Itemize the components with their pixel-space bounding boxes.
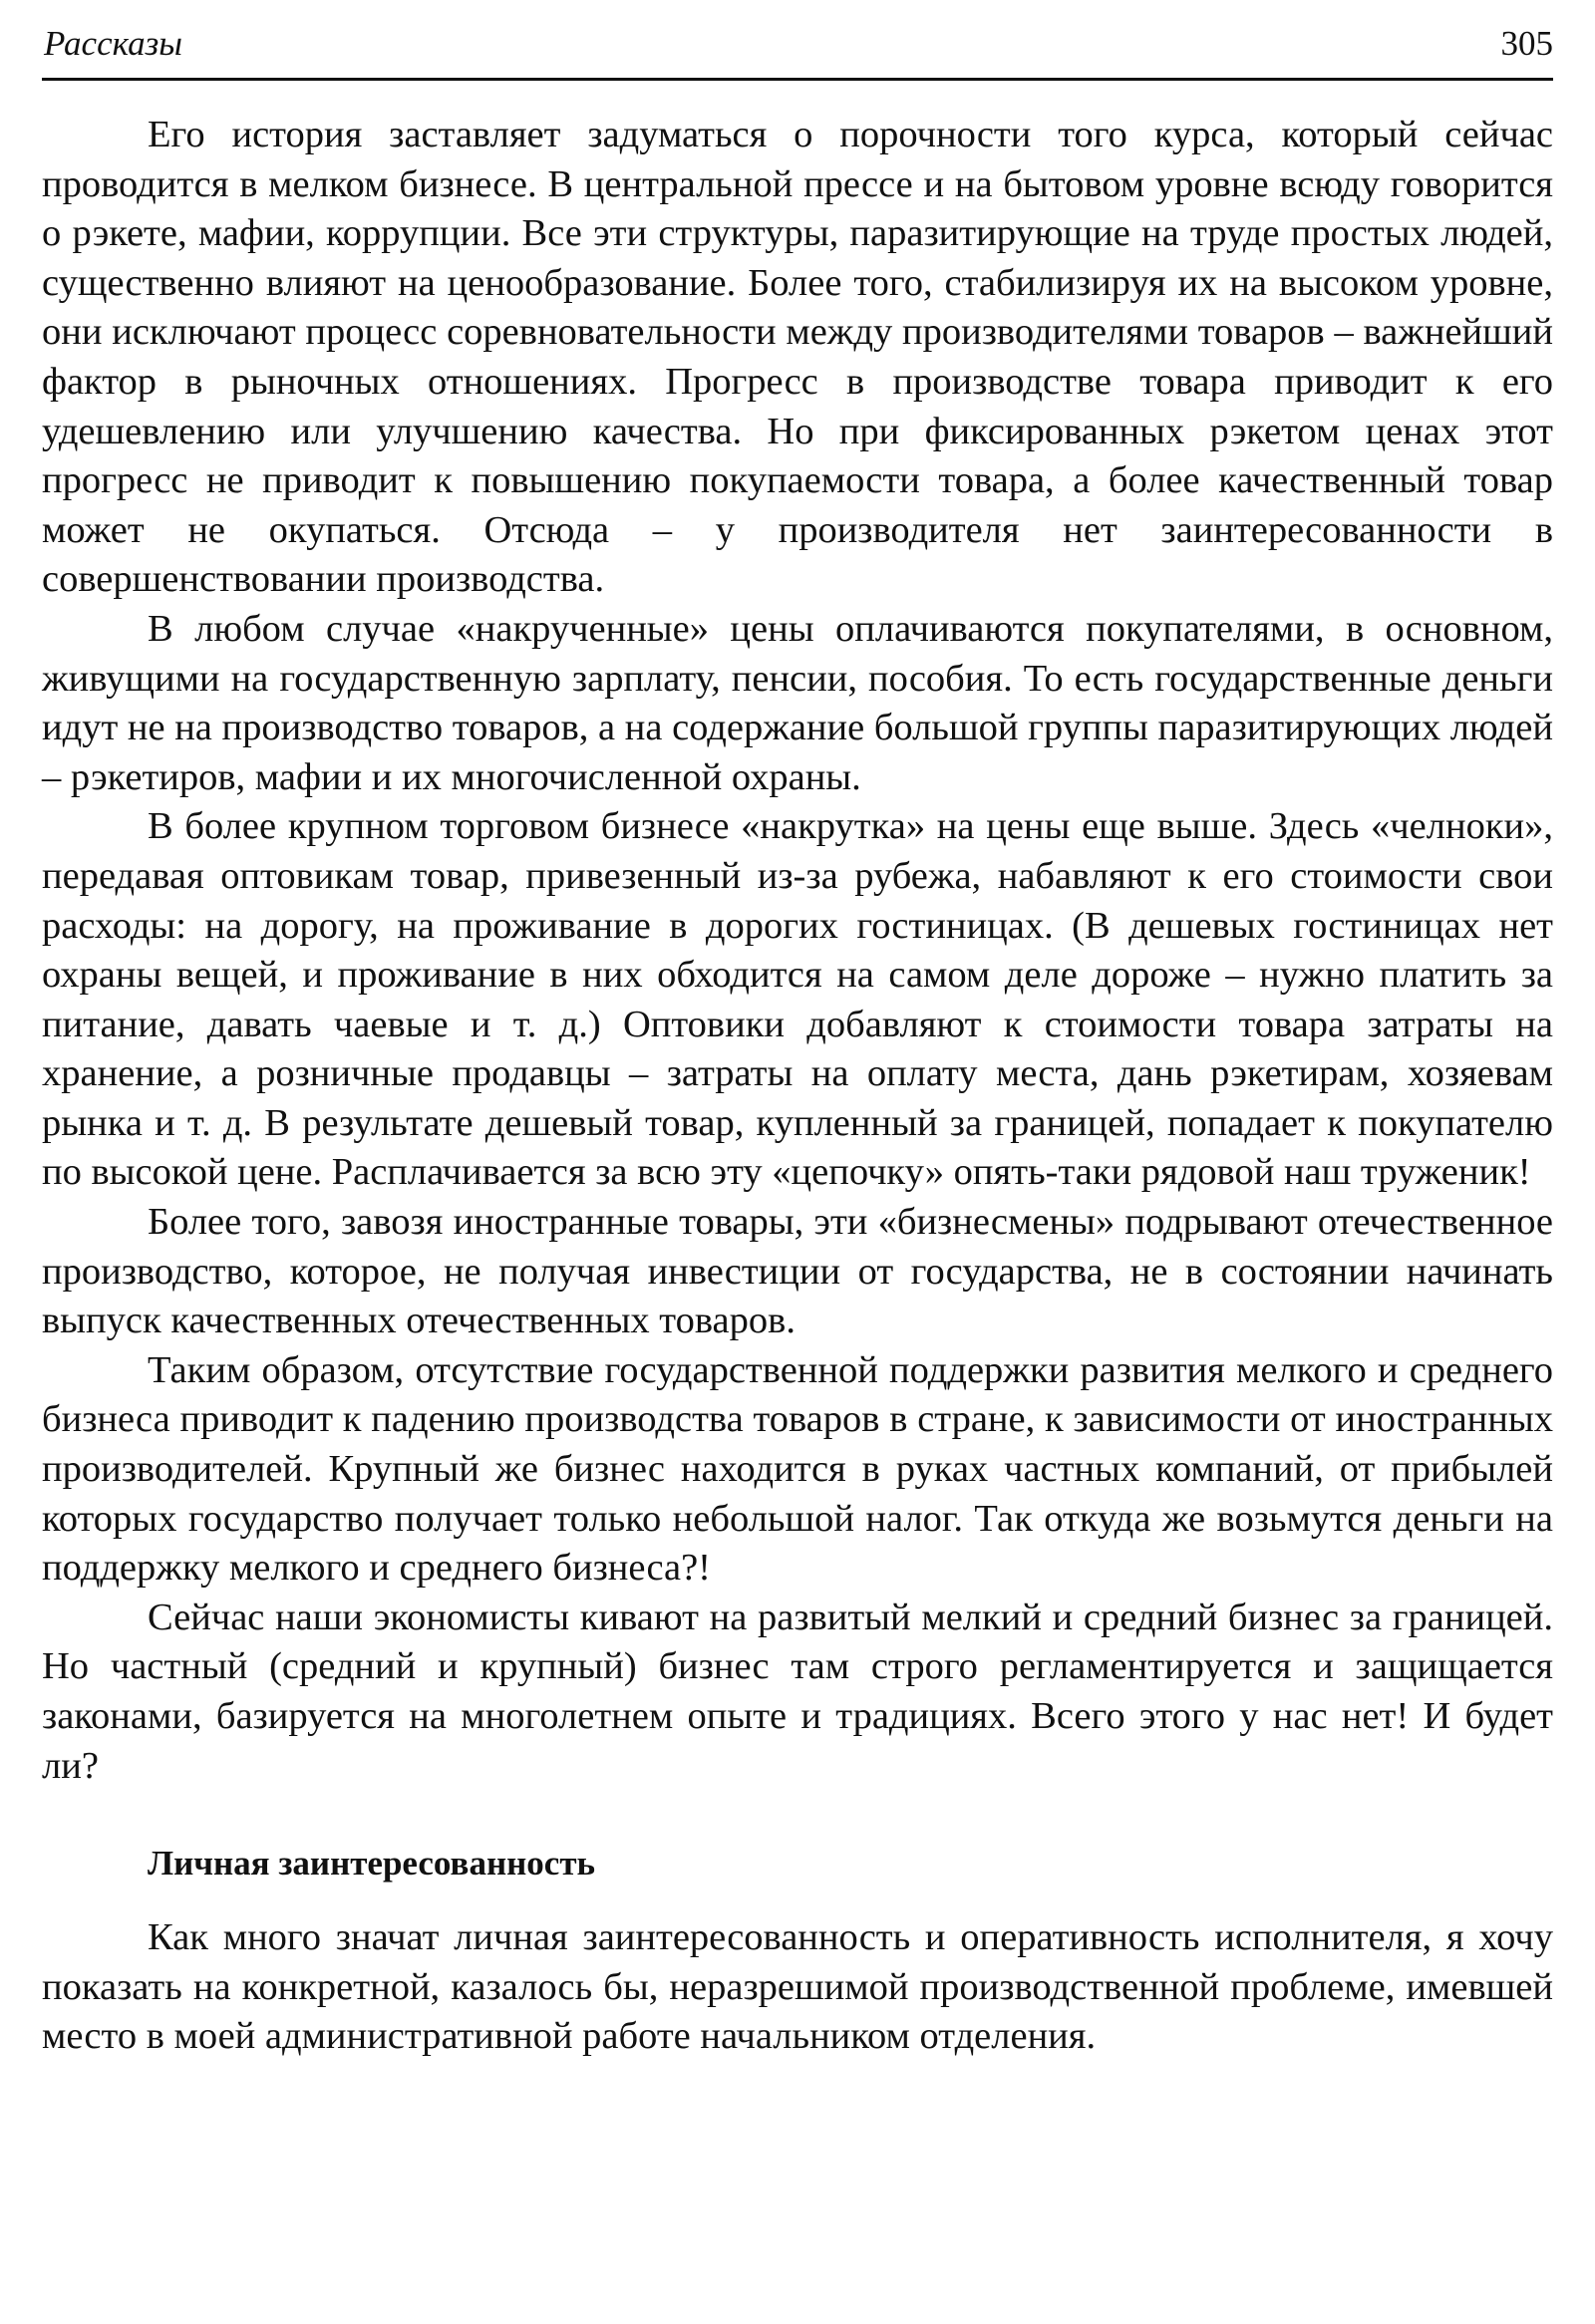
page-content bbox=[42, 111, 1553, 2062]
page-number: 305 bbox=[1500, 24, 1553, 63]
paragraph: Таким образом, отсутствие государственной поддержки развития мелкого и среднего бизнеса приводит к падению производства товаров в стране, к зависимости от иностранных производителей. Крупный же бизнес находится в руках частных компаний, от прибылей которых государство получает только небольшой налог. Так откуда же возьмутся деньги на поддержку мелкого и среднего бизнеса?! bbox=[42, 1348, 1553, 1590]
paragraph: В более крупном торговом бизнесе «накрутка» на цены еще выше. Здесь «челноки», передавая оптовикам товар, привезенный из-за рубежа, набавляют к его стоимости свои расходы: на дорогу, на проживание в дорогих гостиницах. (В дешевых гостиницах нет охраны вещей, и проживание в них обходится на самом деле дороже – нужно платить за питание, давать чаевые и т. д.) Оптовики добавляют к стоимости товара затраты на хранение, а розничные продавцы – затраты на оплату места, дань рэкетирам, хозяевам рынка и т. д. В результате дешевый товар, купленный за границей, попадает к покупателю по высокой цене. Расплачивается за всю эту «цепочку» опять-таки рядовой наш труженик! bbox=[42, 805, 1553, 1194]
book-page bbox=[42, 20, 1553, 2062]
paragraph: Сейчас наши экономисты кивают на развитый мелкий и средний бизнес за границей. Но частный (средний и крупный) бизнес там строго регламентируется и защищается законами, базируется на многолетнем опыте и традициях. Всего этого у нас нет! И будет ли? bbox=[42, 1596, 1553, 1787]
paragraph: В любом случае «накрученные» цены оплачиваются покупателями, в основном, живущими на государственную зарплату, пенсии, пособия. То есть государственные деньги идут не на производство товаров, а на содержание большой группы паразитирующих людей – рэкетиров, мафии и их многочисленной охраны. bbox=[42, 607, 1553, 798]
paragraph: Его история заставляет задуматься о порочности того курса, который сейчас проводится в мелком бизнесе. В центральной прессе и на бытовом уровне всюду говорится о рэкете, мафии, коррупции. Все эти структуры, паразитирующие на труде простых людей, существенно влияют на ценообразование. Более того, стабилизируя их на высоком уровне, они исключают процесс соревновательности между производителями товаров – важнейший фактор в рыночных отношениях. Прогресс в производстве товара приводит к его удешевлению или улучшению качества. Но при фиксированных рэкетом ценах этот прогресс не приводит к повышению покупаемости товара, а более качественный товар может не окупаться. Отсюда – у производителя нет заинтересованности в совершенствовании производства. bbox=[42, 114, 1553, 601]
running-head bbox=[42, 20, 1553, 81]
running-title: Рассказы bbox=[44, 24, 182, 63]
paragraph: Как много значат личная заинтересованность и оперативность исполнителя, я хочу показать на конкретной, казалось бы, неразрешимой производственной проблеме, имевшей место в моей административной работе начальником отделения. bbox=[42, 1916, 1553, 2058]
paragraph: Более того, завозя иностранные товары, эти «бизнесмены» подрывают отечественное производство, которое, не получая инвестиции от государства, не в состоянии начинать выпуск качественных отечественных товаров. bbox=[42, 1201, 1553, 1342]
section-heading: Личная заинтересованность bbox=[148, 1844, 596, 1884]
